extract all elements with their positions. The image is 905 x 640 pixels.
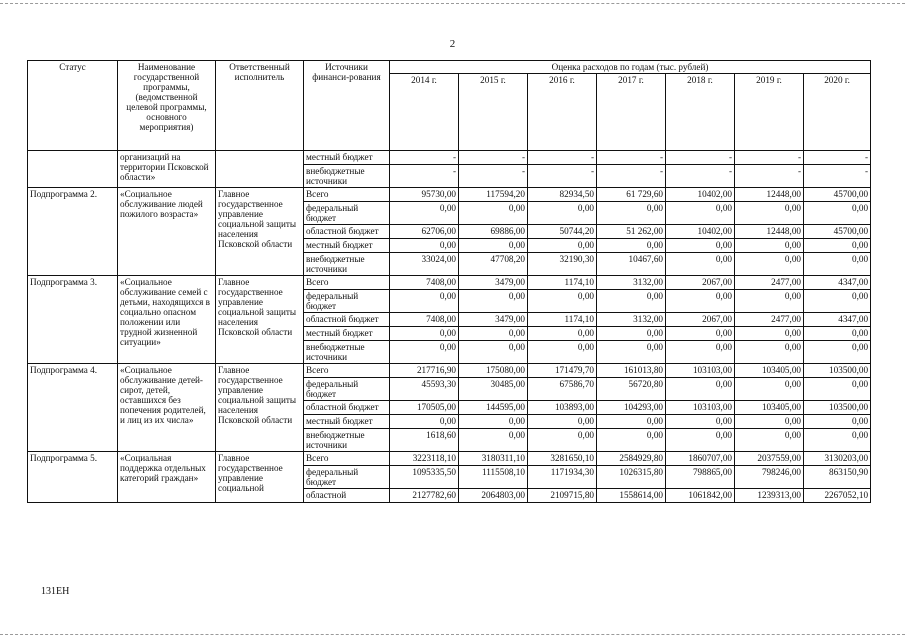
- status-cell: Подпрограмма 2.: [28, 188, 118, 276]
- value-cell: 7408,00: [390, 276, 459, 290]
- value-cell: 863150,90: [804, 466, 871, 489]
- source-cell: Всего: [304, 276, 390, 290]
- scan-edge-bottom: [0, 634, 905, 635]
- value-cell: 3479,00: [459, 276, 528, 290]
- value-cell: 3130203,00: [804, 452, 871, 466]
- value-cell: 798246,00: [735, 466, 804, 489]
- value-cell: -: [390, 165, 459, 188]
- value-cell: 10402,00: [666, 225, 735, 239]
- value-cell: 1860707,00: [666, 452, 735, 466]
- value-cell: 0,00: [666, 327, 735, 341]
- value-cell: 1171934,30: [528, 466, 597, 489]
- value-cell: 10467,60: [597, 253, 666, 276]
- value-cell: 82934,50: [528, 188, 597, 202]
- value-cell: 0,00: [459, 202, 528, 225]
- value-cell: 103893,00: [528, 401, 597, 415]
- value-cell: 7408,00: [390, 313, 459, 327]
- value-cell: 61 729,60: [597, 188, 666, 202]
- source-cell: местный бюджет: [304, 239, 390, 253]
- page-number: 2: [449, 38, 456, 50]
- header-year: 2019 г.: [735, 74, 804, 151]
- value-cell: 144595,00: [459, 401, 528, 415]
- header-year: 2016 г.: [528, 74, 597, 151]
- value-cell: 0,00: [390, 341, 459, 364]
- responsible-cell: Главное государственное управление социальной защиты населения Псковской области: [216, 364, 304, 452]
- value-cell: 103103,00: [666, 364, 735, 378]
- table-row: [28, 151, 871, 165]
- status-cell: Подпрограмма 5.: [28, 452, 118, 503]
- value-cell: 0,00: [735, 239, 804, 253]
- header-name: Наименование государственной программы, (ведомственной целевой программы, основного мероприятия): [118, 61, 216, 151]
- value-cell: 0,00: [390, 327, 459, 341]
- value-cell: 95730,00: [390, 188, 459, 202]
- value-cell: 0,00: [804, 429, 871, 452]
- value-cell: 103405,00: [735, 364, 804, 378]
- source-cell: федеральный бюджет: [304, 202, 390, 225]
- responsible-cell: [216, 151, 304, 188]
- value-cell: 0,00: [528, 327, 597, 341]
- source-cell: областной бюджет: [304, 313, 390, 327]
- value-cell: 117594,20: [459, 188, 528, 202]
- value-cell: 56720,80: [597, 378, 666, 401]
- value-cell: 4347,00: [804, 313, 871, 327]
- value-cell: 217716,90: [390, 364, 459, 378]
- value-cell: 0,00: [735, 327, 804, 341]
- value-cell: 45700,00: [804, 225, 871, 239]
- expenditure-table: [27, 60, 871, 503]
- value-cell: 0,00: [459, 239, 528, 253]
- value-cell: 0,00: [597, 327, 666, 341]
- value-cell: 175080,00: [459, 364, 528, 378]
- header-estimate: Оценка расходов по годам (тыс. рублей): [390, 61, 871, 74]
- value-cell: 0,00: [597, 429, 666, 452]
- value-cell: 1618,60: [390, 429, 459, 452]
- value-cell: 0,00: [459, 327, 528, 341]
- value-cell: 0,00: [666, 378, 735, 401]
- value-cell: 47708,20: [459, 253, 528, 276]
- value-cell: 2127782,60: [390, 489, 459, 503]
- value-cell: -: [804, 151, 871, 165]
- value-cell: 2477,00: [735, 276, 804, 290]
- value-cell: -: [735, 151, 804, 165]
- value-cell: 0,00: [735, 202, 804, 225]
- value-cell: 2584929,80: [597, 452, 666, 466]
- source-cell: внебюджетные источники: [304, 429, 390, 452]
- value-cell: 2067,00: [666, 276, 735, 290]
- value-cell: 0,00: [528, 290, 597, 313]
- value-cell: 33024,00: [390, 253, 459, 276]
- value-cell: 2109715,80: [528, 489, 597, 503]
- value-cell: 161013,80: [597, 364, 666, 378]
- value-cell: 1026315,80: [597, 466, 666, 489]
- source-cell: областной: [304, 489, 390, 503]
- table-row: [28, 276, 871, 290]
- scan-edge-top: [0, 3, 905, 4]
- header-year: 2020 г.: [804, 74, 871, 151]
- value-cell: 3180311,10: [459, 452, 528, 466]
- value-cell: 0,00: [735, 290, 804, 313]
- value-cell: 0,00: [390, 202, 459, 225]
- value-cell: 32190,30: [528, 253, 597, 276]
- source-cell: местный бюджет: [304, 415, 390, 429]
- value-cell: 0,00: [390, 290, 459, 313]
- value-cell: 0,00: [666, 290, 735, 313]
- source-cell: федеральный бюджет: [304, 378, 390, 401]
- value-cell: 10402,00: [666, 188, 735, 202]
- value-cell: 0,00: [804, 239, 871, 253]
- program-name-cell: «Социальное обслуживание людей пожилого возраста»: [118, 188, 216, 276]
- value-cell: -: [666, 151, 735, 165]
- source-cell: Всего: [304, 364, 390, 378]
- value-cell: 3281650,10: [528, 452, 597, 466]
- table-row: [28, 364, 871, 378]
- value-cell: 1115508,10: [459, 466, 528, 489]
- value-cell: -: [666, 165, 735, 188]
- value-cell: 0,00: [735, 341, 804, 364]
- value-cell: 3132,00: [597, 276, 666, 290]
- value-cell: 0,00: [804, 290, 871, 313]
- source-cell: местный бюджет: [304, 151, 390, 165]
- source-cell: Всего: [304, 188, 390, 202]
- value-cell: -: [735, 165, 804, 188]
- value-cell: 0,00: [528, 429, 597, 452]
- table-header: [28, 61, 871, 151]
- value-cell: 0,00: [528, 239, 597, 253]
- value-cell: -: [459, 165, 528, 188]
- source-cell: федеральный бюджет: [304, 290, 390, 313]
- value-cell: 0,00: [735, 429, 804, 452]
- value-cell: 0,00: [597, 290, 666, 313]
- value-cell: 45593,30: [390, 378, 459, 401]
- header-status: Статус: [28, 61, 118, 151]
- value-cell: 171479,70: [528, 364, 597, 378]
- header-responsible: Ответственный исполнитель: [216, 61, 304, 151]
- value-cell: 1174,10: [528, 276, 597, 290]
- header-year: 2018 г.: [666, 74, 735, 151]
- value-cell: 3223118,10: [390, 452, 459, 466]
- value-cell: 0,00: [735, 378, 804, 401]
- value-cell: 0,00: [666, 202, 735, 225]
- status-cell: [28, 151, 118, 188]
- value-cell: 67586,70: [528, 378, 597, 401]
- source-cell: Всего: [304, 452, 390, 466]
- value-cell: 12448,00: [735, 225, 804, 239]
- value-cell: 0,00: [597, 415, 666, 429]
- value-cell: 0,00: [597, 341, 666, 364]
- value-cell: -: [528, 165, 597, 188]
- footer-code: 131ЕН: [41, 586, 70, 597]
- value-cell: 1558614,00: [597, 489, 666, 503]
- value-cell: 103103,00: [666, 401, 735, 415]
- table-row: [28, 452, 871, 466]
- value-cell: 2267052,10: [804, 489, 871, 503]
- value-cell: 0,00: [735, 415, 804, 429]
- value-cell: 103500,00: [804, 401, 871, 415]
- value-cell: 0,00: [459, 429, 528, 452]
- value-cell: 0,00: [597, 202, 666, 225]
- source-cell: внебюджетные источники: [304, 253, 390, 276]
- value-cell: 0,00: [804, 253, 871, 276]
- value-cell: 12448,00: [735, 188, 804, 202]
- value-cell: 69886,00: [459, 225, 528, 239]
- value-cell: 0,00: [804, 415, 871, 429]
- value-cell: 0,00: [804, 378, 871, 401]
- value-cell: 45700,00: [804, 188, 871, 202]
- responsible-cell: Главное государственное управление социальной: [216, 452, 304, 503]
- program-name-cell: «Социальное обслуживание детей-сирот, детей, оставшихся без попечения родителей, и лиц из их числа»: [118, 364, 216, 452]
- source-cell: областной бюджет: [304, 225, 390, 239]
- source-cell: местный бюджет: [304, 327, 390, 341]
- responsible-cell: Главное государственное управление социальной защиты населения Псковской области: [216, 188, 304, 276]
- value-cell: 3479,00: [459, 313, 528, 327]
- value-cell: 3132,00: [597, 313, 666, 327]
- table-row: [28, 188, 871, 202]
- value-cell: 0,00: [666, 415, 735, 429]
- value-cell: -: [804, 165, 871, 188]
- value-cell: 0,00: [666, 429, 735, 452]
- value-cell: 0,00: [459, 290, 528, 313]
- value-cell: 0,00: [666, 239, 735, 253]
- value-cell: 104293,00: [597, 401, 666, 415]
- value-cell: 0,00: [390, 239, 459, 253]
- value-cell: -: [597, 151, 666, 165]
- value-cell: 0,00: [390, 415, 459, 429]
- program-name-cell: организаций на территории Псковской области»: [118, 151, 216, 188]
- value-cell: 103500,00: [804, 364, 871, 378]
- value-cell: 51 262,00: [597, 225, 666, 239]
- value-cell: 0,00: [804, 327, 871, 341]
- program-name-cell: «Социальная поддержка отдельных категорий граждан»: [118, 452, 216, 503]
- value-cell: 0,00: [528, 341, 597, 364]
- value-cell: 0,00: [459, 415, 528, 429]
- value-cell: -: [390, 151, 459, 165]
- value-cell: 0,00: [804, 341, 871, 364]
- value-cell: 1061842,00: [666, 489, 735, 503]
- value-cell: 0,00: [528, 202, 597, 225]
- value-cell: 0,00: [666, 341, 735, 364]
- value-cell: -: [597, 165, 666, 188]
- program-name-cell: «Социальное обслуживание семей с детьми, находящихся в социально опасном положении или трудной жизненной ситуации»: [118, 276, 216, 364]
- source-cell: внебюджетные источники: [304, 165, 390, 188]
- header-year: 2015 г.: [459, 74, 528, 151]
- value-cell: 2477,00: [735, 313, 804, 327]
- source-cell: федеральный бюджет: [304, 466, 390, 489]
- value-cell: 2064803,00: [459, 489, 528, 503]
- value-cell: -: [528, 151, 597, 165]
- value-cell: 62706,00: [390, 225, 459, 239]
- status-cell: Подпрограмма 3.: [28, 276, 118, 364]
- value-cell: 30485,00: [459, 378, 528, 401]
- header-year: 2014 г.: [390, 74, 459, 151]
- status-cell: Подпрограмма 4.: [28, 364, 118, 452]
- value-cell: 0,00: [735, 253, 804, 276]
- value-cell: 1174,10: [528, 313, 597, 327]
- value-cell: 2037559,00: [735, 452, 804, 466]
- value-cell: 0,00: [597, 239, 666, 253]
- value-cell: 798865,00: [666, 466, 735, 489]
- table-body: [28, 151, 871, 503]
- value-cell: 0,00: [528, 415, 597, 429]
- value-cell: 2067,00: [666, 313, 735, 327]
- value-cell: 170505,00: [390, 401, 459, 415]
- responsible-cell: Главное государственное управление социальной защиты населения Псковской области: [216, 276, 304, 364]
- value-cell: 0,00: [666, 253, 735, 276]
- value-cell: -: [459, 151, 528, 165]
- value-cell: 50744,20: [528, 225, 597, 239]
- value-cell: 0,00: [804, 202, 871, 225]
- header-year: 2017 г.: [597, 74, 666, 151]
- source-cell: внебюджетные источники: [304, 341, 390, 364]
- source-cell: областной бюджет: [304, 401, 390, 415]
- value-cell: 4347,00: [804, 276, 871, 290]
- value-cell: 1095335,50: [390, 466, 459, 489]
- value-cell: 0,00: [459, 341, 528, 364]
- value-cell: 103405,00: [735, 401, 804, 415]
- header-sources: Источники финанси-рования: [304, 61, 390, 151]
- value-cell: 1239313,00: [735, 489, 804, 503]
